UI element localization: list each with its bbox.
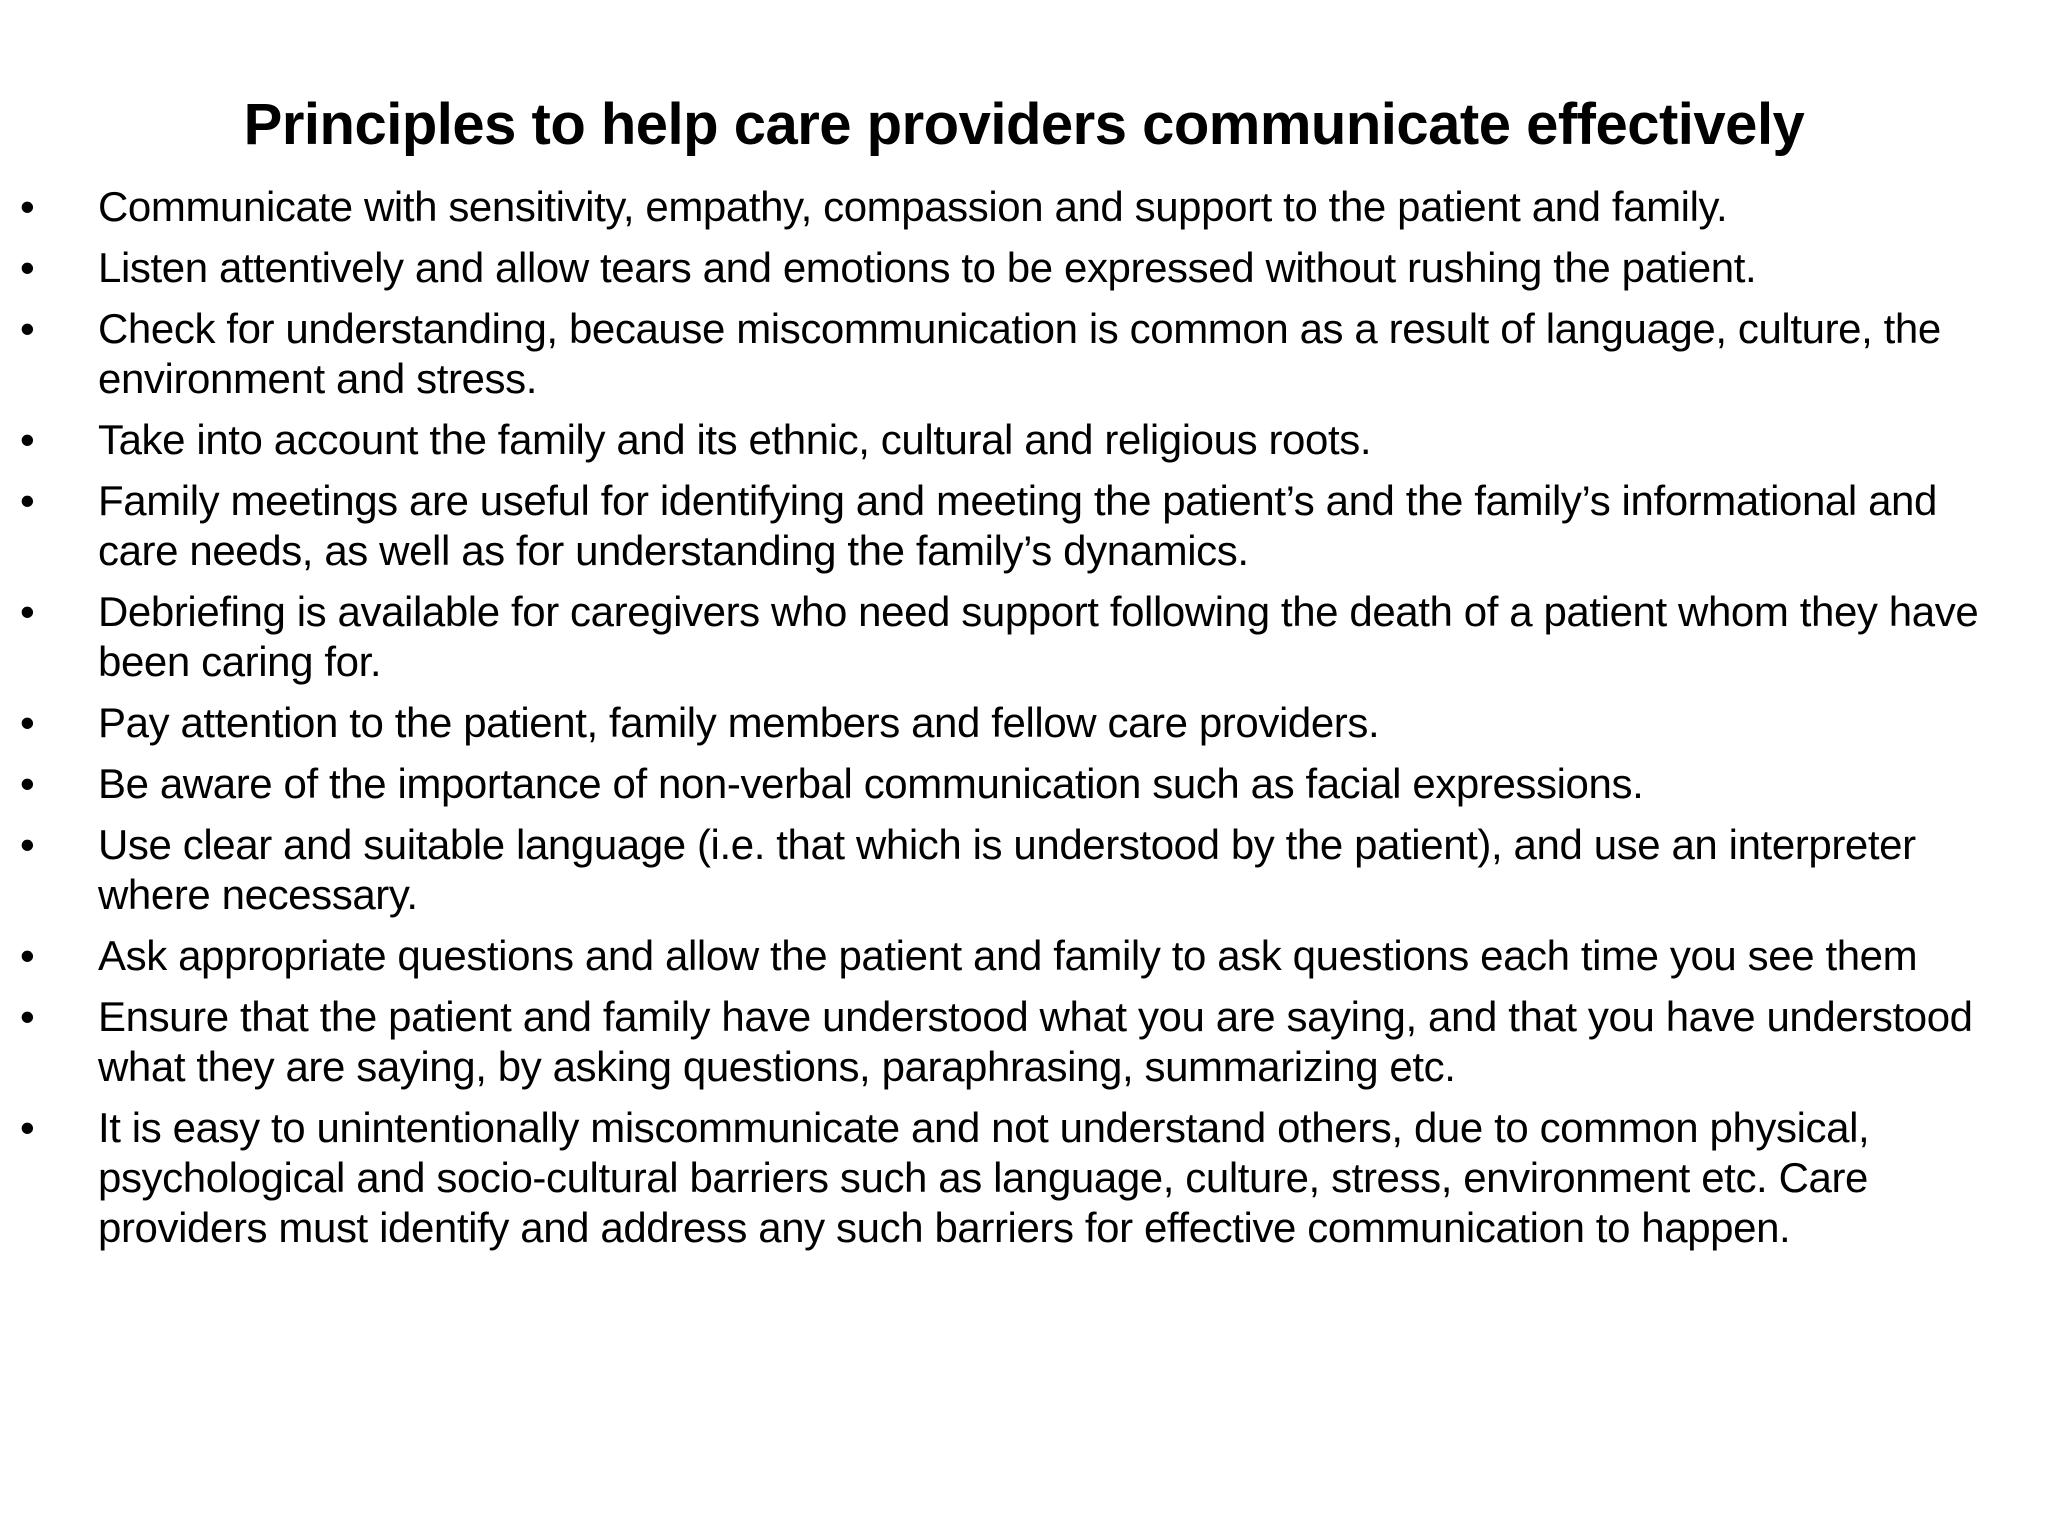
bullet-text: Family meetings are useful for identifying and meeting the patient’s and the family’s informational and care needs, as well as for understanding the family’s dynamics. — [98, 477, 1937, 574]
bullet-item — [0, 476, 2048, 576]
bullet-text: Use clear and suitable language (i.e. that which is understood by the patient), and use an interpreter where necessary. — [98, 821, 1916, 918]
bullet-text: Listen attentively and allow tears and emotions to be expressed without rushing the patient. — [98, 244, 1757, 291]
bullet-icon: • — [20, 183, 35, 230]
bullet-text: Communicate with sensitivity, empathy, compassion and support to the patient and family. — [98, 183, 1728, 230]
bullet-icon: • — [20, 244, 35, 291]
slide-title: Principles to help care providers communicate effectively — [243, 92, 1805, 157]
bullet-icon: • — [20, 477, 35, 524]
bullet-item — [0, 587, 2048, 687]
bullet-item — [0, 1103, 2048, 1253]
bullet-text: Debriefing is available for caregivers who need support following the death of a patient whom they have been caring for. — [98, 588, 1979, 685]
bullet-list — [0, 182, 2048, 1264]
bullet-text: Take into account the family and its ethnic, cultural and religious roots. — [98, 416, 1372, 463]
bullet-icon: • — [20, 699, 35, 746]
bullet-text: Check for understanding, because miscommunication is common as a result of language, culture, the environment and stress. — [98, 305, 1941, 402]
bullet-icon: • — [20, 932, 35, 979]
bullet-icon: • — [20, 760, 35, 807]
bullet-item — [0, 931, 2048, 981]
bullet-item — [0, 243, 2048, 293]
bullet-item — [0, 304, 2048, 404]
bullet-item — [0, 182, 2048, 232]
bullet-icon: • — [20, 588, 35, 635]
bullet-text: Ensure that the patient and family have understood what you are saying, and that you have understood what they are saying, by asking questions, paraphrasing, summarizing etc. — [98, 993, 1973, 1090]
bullet-icon: • — [20, 416, 35, 463]
bullet-item — [0, 415, 2048, 465]
bullet-item — [0, 992, 2048, 1092]
bullet-text: It is easy to unintentionally miscommunicate and not understand others, due to common physical, psychological and socio-cultural barriers such as language, culture, stress, environment etc. Care providers must identify and address any such barriers for effective communication to happen. — [98, 1104, 1870, 1251]
bullet-text: Be aware of the importance of non-verbal communication such as facial expressions. — [98, 760, 1644, 807]
bullet-icon: • — [20, 821, 35, 868]
bullet-text: Pay attention to the patient, family members and fellow care providers. — [98, 699, 1380, 746]
bullet-text: Ask appropriate questions and allow the patient and family to ask questions each time you see them — [98, 932, 1918, 979]
bullet-item — [0, 698, 2048, 748]
bullet-item — [0, 759, 2048, 809]
bullet-icon: • — [20, 1104, 35, 1151]
bullet-item — [0, 820, 2048, 920]
bullet-icon: • — [20, 993, 35, 1040]
bullet-icon: • — [20, 305, 35, 352]
